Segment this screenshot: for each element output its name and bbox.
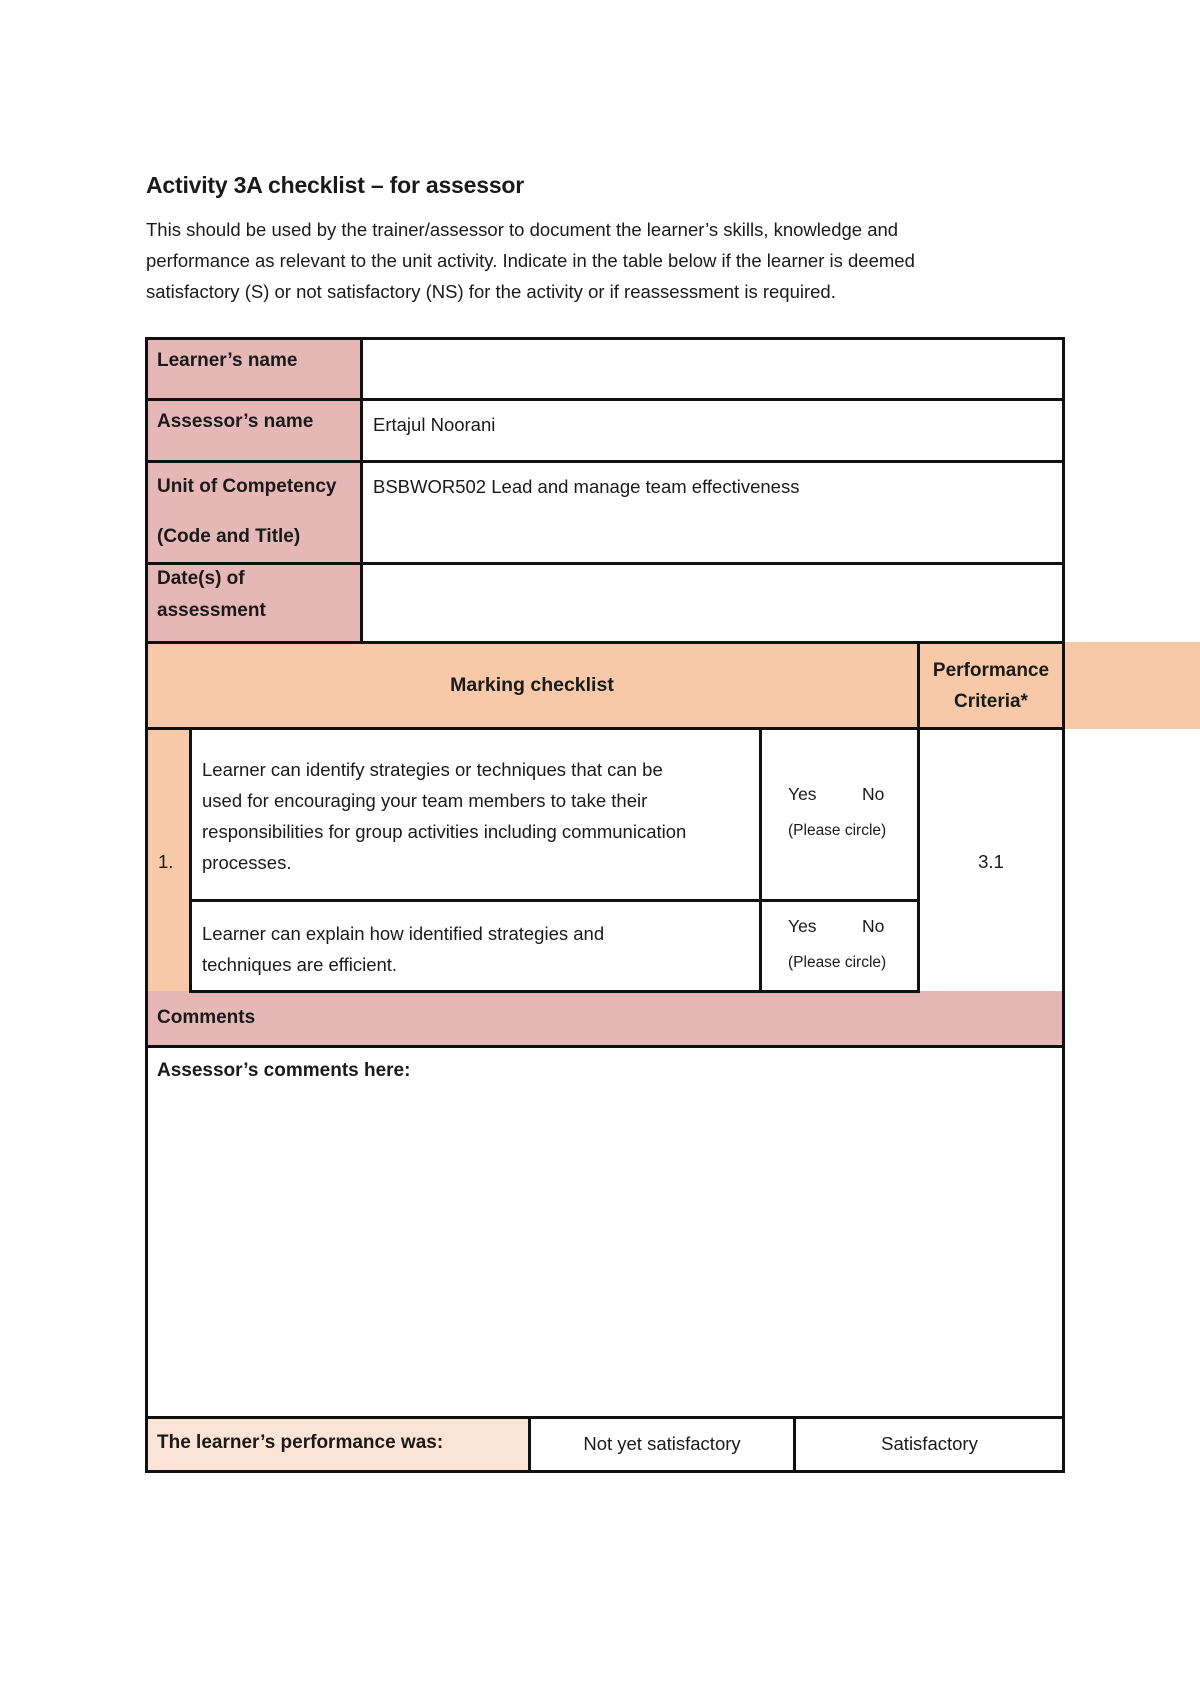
table-border (145, 1416, 1064, 1419)
table-border (189, 727, 192, 993)
unit-competency-label (146, 462, 362, 570)
table-border (145, 562, 1064, 565)
unit-competency-value[interactable]: BSBWOR502 Lead and manage team effectiveness (373, 476, 800, 497)
item-number (146, 729, 190, 991)
performance-criteria-header (918, 642, 1064, 729)
learner-name-label: Learner’s name (157, 350, 298, 371)
assessor-name-value[interactable]: Ertajul Noorani (373, 414, 496, 435)
item-line: processes. (202, 852, 292, 873)
intro-line: This should be used by the trainer/assessor to document the learner’s skills, knowledge and (146, 219, 899, 240)
dates-label-line: assessment (157, 600, 266, 621)
intro-paragraph (146, 214, 1046, 307)
checklist-item-2-text (190, 918, 760, 980)
table-border (145, 641, 1064, 644)
item-line: Learner can identify strategies or techniques that can be (202, 759, 663, 780)
table-border (360, 337, 363, 642)
dates-label-line: Date(s) of (157, 568, 245, 589)
yes-option[interactable]: Yes (788, 916, 817, 936)
table-border (190, 990, 919, 993)
marking-checklist-header: Marking checklist (450, 674, 614, 696)
checklist-item-1-response (760, 729, 918, 900)
table-border (145, 337, 1064, 340)
table-border (145, 337, 148, 1473)
comments-header: Comments (157, 1007, 256, 1028)
not-yet-satisfactory-option[interactable]: Not yet satisfactory (583, 1433, 741, 1454)
satisfactory-option[interactable]: Satisfactory (881, 1433, 978, 1454)
checklist-item-2-response (760, 900, 918, 991)
table-border (759, 727, 762, 993)
performance-result-label: The learner’s performance was: (157, 1432, 444, 1453)
criteria-header-line: Criteria* (954, 690, 1028, 712)
assessor-name-label: Assessor’s name (157, 411, 314, 432)
assessment-dates-value[interactable] (362, 564, 1064, 640)
performance-criteria-value: 3.1 (978, 851, 1004, 872)
unit-label-line: (Code and Title) (157, 526, 301, 547)
table-border (190, 899, 919, 902)
table-border (145, 1470, 1064, 1473)
table-border (917, 641, 920, 993)
please-circle-hint: (Please circle) (788, 822, 887, 839)
table-border (793, 1416, 796, 1473)
table-border (145, 460, 1064, 463)
no-option[interactable]: No (862, 784, 885, 804)
item-line: techniques are efficient. (202, 954, 398, 975)
comments-prompt: Assessor’s comments here: (157, 1060, 411, 1081)
intro-line: satisfactory (S) or not satisfactory (NS) for the activity or if reassessment is required. (146, 281, 836, 302)
criteria-header-line: Performance (932, 659, 1050, 681)
learner-name-value[interactable] (362, 340, 1064, 398)
comments-box[interactable] (146, 1046, 1064, 1417)
table-border (145, 398, 1064, 401)
table-border (528, 1416, 531, 1473)
please-circle-hint: (Please circle) (788, 954, 887, 971)
item-line: Learner can explain how identified strategies and (202, 923, 605, 944)
table-border (1062, 337, 1065, 1473)
table-border (145, 1045, 1064, 1048)
unit-label-line: Unit of Competency (157, 476, 337, 497)
item-number-text: 1. (158, 851, 174, 872)
intro-line: performance as relevant to the unit activity. Indicate in the table below if the learner is deemed (146, 250, 915, 271)
item-line: used for encouraging your team members to take their (202, 790, 648, 811)
table-border (145, 727, 1064, 730)
item-line: responsibilities for group activities including communication (202, 821, 687, 842)
no-option[interactable]: No (862, 916, 885, 936)
assessment-dates-label (146, 563, 362, 635)
page-title: Activity 3A checklist – for assessor (146, 172, 525, 198)
checklist-item-1-text (190, 754, 760, 878)
yes-option[interactable]: Yes (788, 784, 817, 804)
